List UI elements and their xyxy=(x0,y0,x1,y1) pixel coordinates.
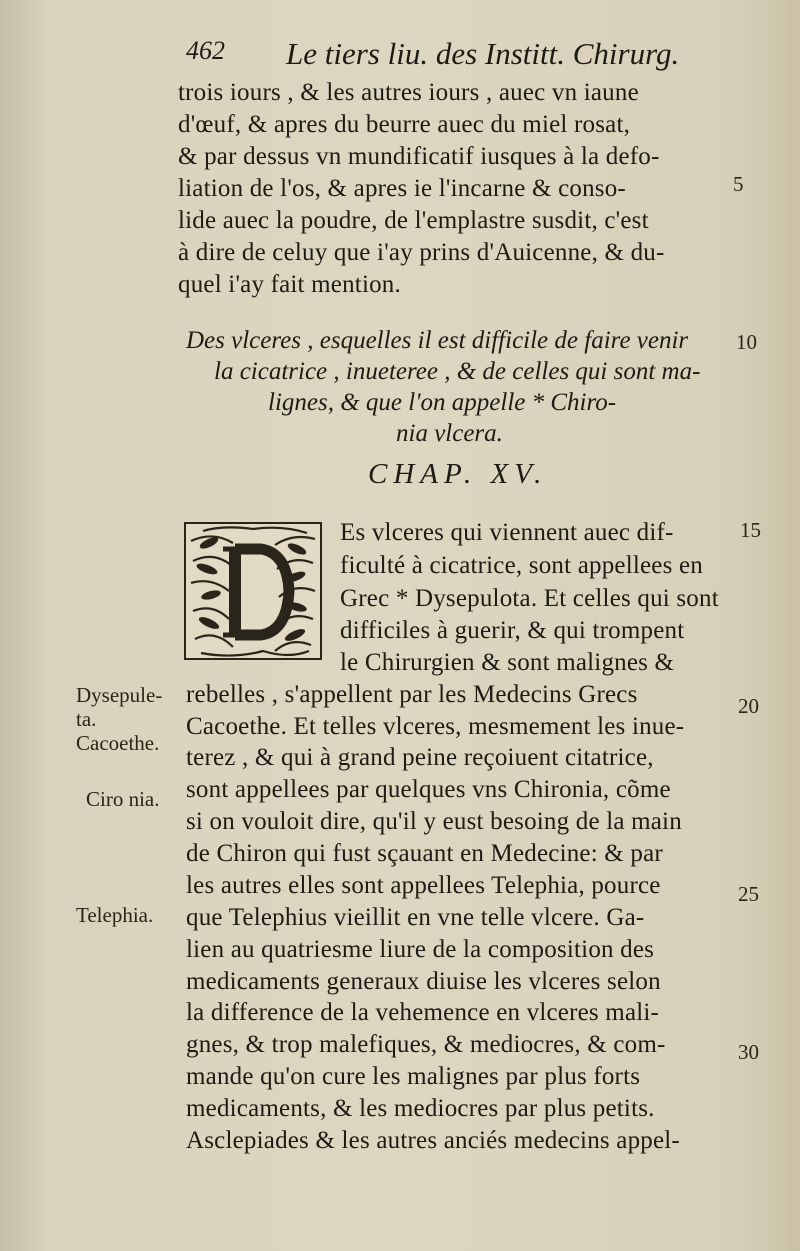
text-line: difficiles à guerir, & qui trompent xyxy=(340,617,685,644)
text-line: rebelles , s'appellent par les Medecins Grecs xyxy=(186,681,638,708)
text-line: ficulté à cicatrice, sont appellees en xyxy=(340,552,703,579)
line-number: 20 xyxy=(738,694,759,718)
text-line: quel i'ay fait mention. xyxy=(178,271,401,298)
text-line: medicaments, & les mediocres par plus petits. xyxy=(186,1095,655,1122)
decorated-initial-d xyxy=(183,521,323,661)
line-number: 15 xyxy=(740,518,761,542)
chapter-title-line: nia vlcera. xyxy=(396,420,503,447)
text-line: d'œuf, & apres du beurre auec du miel rosat, xyxy=(178,111,631,138)
text-line: Grec * Dysepulota. Et celles qui sont xyxy=(340,585,719,612)
chapter-heading: CHAP. XV. xyxy=(368,458,548,490)
text-line: de Chiron qui fust sçauant en Medecine: & par xyxy=(186,840,663,867)
line-number: 10 xyxy=(736,330,757,354)
margin-note: Dysepule- xyxy=(76,683,163,707)
text-line: mande qu'on cure les malignes par plus forts xyxy=(186,1063,641,1090)
text-line: les autres elles sont appellees Telephia, pource xyxy=(186,872,661,899)
text-line: Cacoethe. Et telles vlceres, mesmement les inue- xyxy=(186,713,685,740)
text-line: liation de l'os, & apres ie l'incarne & conso- xyxy=(178,175,626,202)
text-line: trois iours , & les autres iours , auec vn iaune xyxy=(178,79,639,106)
text-line: lien au quatriesme liure de la composition des xyxy=(186,936,655,963)
text-line: le Chirurgien & sont malignes & xyxy=(340,649,675,676)
line-number: 5 xyxy=(733,172,744,196)
text-line: sont appellees par quelques vns Chironia, cõme xyxy=(186,776,671,803)
page-header xyxy=(186,36,686,76)
line-number: 25 xyxy=(738,882,759,906)
text-line: medicaments generaux diuise les vlceres selon xyxy=(186,968,661,995)
line-number: 30 xyxy=(738,1040,759,1064)
text-line: & par dessus vn mundificatif iusques à la defo- xyxy=(178,143,660,170)
margin-note: Cacoethe. xyxy=(76,731,160,755)
margin-note: Telephia. xyxy=(76,903,154,927)
text-line: Asclepiades & les autres anciés medecins appel- xyxy=(186,1127,680,1154)
text-line: que Telephius vieillit en vne telle vlcere. Ga- xyxy=(186,904,645,931)
text-line: gnes, & trop malefiques, & mediocres, & com- xyxy=(186,1031,666,1058)
margin-note: ta. xyxy=(76,707,97,731)
chapter-title-line: la cicatrice , inueteree , & de celles qui sont ma- xyxy=(214,358,701,385)
running-title: Le tiers liu. des Institt. Chirurg. xyxy=(286,36,680,71)
chapter-title-line: Des vlceres , esquelles il est difficile de faire venir xyxy=(186,327,689,354)
page-number: 462 xyxy=(186,36,225,65)
text-line: si on vouloit dire, qu'il y eust besoing de la main xyxy=(186,808,682,835)
text-line: à dire de celuy que i'ay prins d'Auicenne, & du- xyxy=(178,239,665,266)
chapter-title-line: lignes, & que l'on appelle * Chiro- xyxy=(268,389,617,416)
text-line: terez , & qui à grand peine reçoiuent citatrice, xyxy=(186,744,654,771)
text-line: la difference de la vehemence en vlceres mali- xyxy=(186,999,660,1026)
text-line: Es vlceres qui viennent auec dif- xyxy=(340,519,674,546)
text-line: lide auec la poudre, de l'emplastre susdit, c'est xyxy=(178,207,649,234)
margin-note: Ciro nia. xyxy=(86,787,160,811)
